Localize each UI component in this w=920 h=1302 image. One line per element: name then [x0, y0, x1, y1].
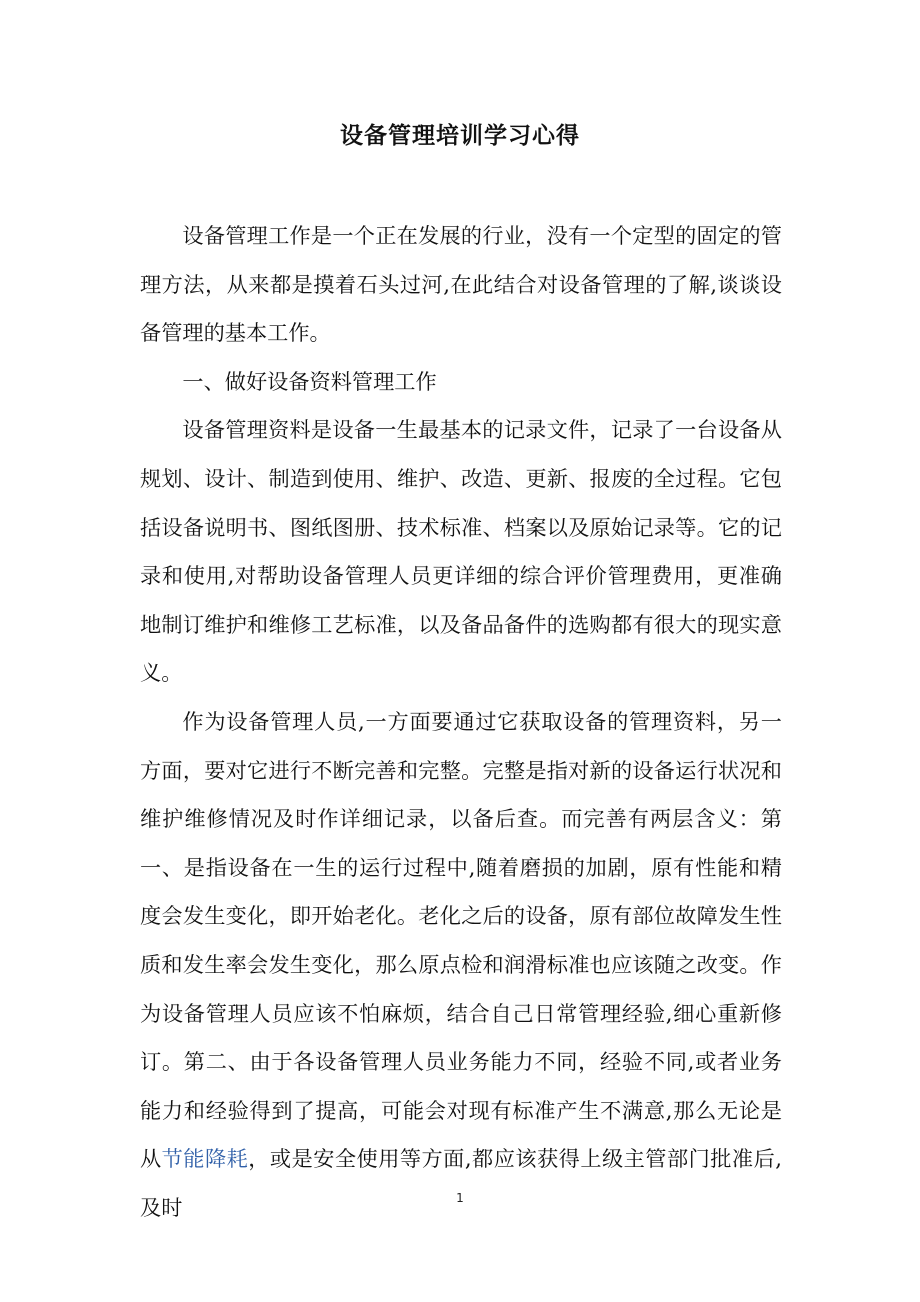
energy-saving-link[interactable]: 节能降耗 [161, 1146, 249, 1172]
paragraph-intro: 设备管理工作是一个正在发展的行业，没有一个定型的固定的管理方法，从来都是摸着石头过河,在此结合对设备管理的了解,谈谈设备管理的基本工作。 [140, 223, 782, 346]
section-heading-1: 一、做好设备资料管理工作 [182, 368, 437, 394]
document-title: 设备管理培训学习心得 [340, 122, 580, 149]
paragraph-materials: 设备管理资料是设备一生最基本的记录文件，记录了一台设备从规划、设计、制造到使用、维护、改造、更新、报废的全过程。它包括设备说明书、图纸图册、技术标准、档案以及原始记录等。它的记录和使用,对帮助设备管理人员更详细的综合评价管理费用，更准确地制订维护和维修工艺标准，以及备品备件的选购都有很大的现实意义。 [140, 417, 782, 686]
page-number: 1 [456, 1191, 464, 1205]
paragraph-role-text: 作为设备管理人员,一方面要通过它获取设备的管理资料，另一方面，要对它进行不断完善和完整。完整是指对新的设备运行状况和维护维修情况及时作详细记录，以备后查。而完善有两层含义：第一、是指设备在一生的运行过程中,随着磨损的加剧，原有性能和精度会发生变化，即开始老化。老化之后的设备，原有部位故障发生性质和发生率会发生变化，那么原点检和润滑标准也应该随之改变。作为设备管理人员应该不怕麻烦，结合自己日常管理经验,细心重新修订。第二、由于各设备管理人员业务能力不同，经验不同,或者业务能力和经验得到了提高，可能会对现有标准产生不满意,那么无论是从 [140, 708, 782, 1172]
paragraph-role-text-end: ，或是安全使用等方面,都应该获得上级主管部门批准后,及时 [140, 1146, 782, 1220]
document-body [140, 212, 782, 1232]
paragraph-role [140, 698, 782, 1233]
